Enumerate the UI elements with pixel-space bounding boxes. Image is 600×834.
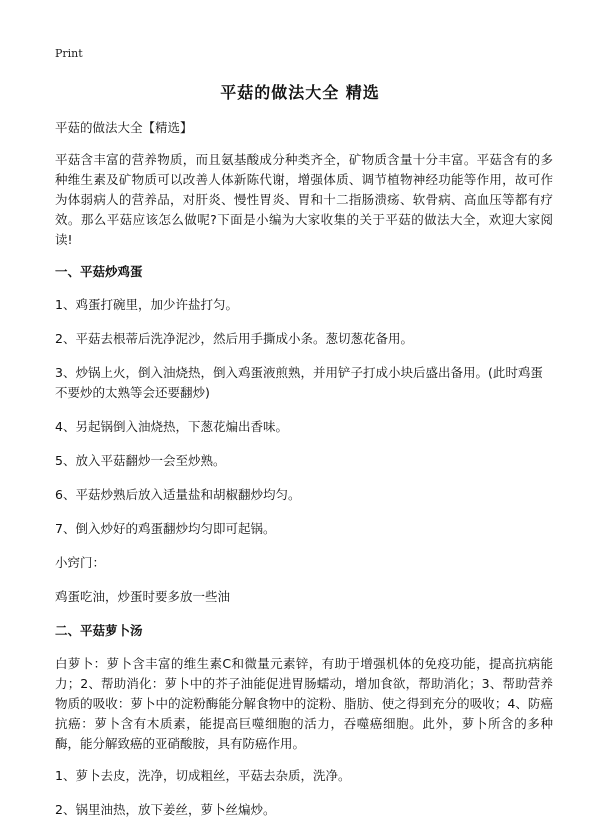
- step-item: 2、平菇去根蒂后洗净泥沙，然后用手撕成小条。葱切葱花备用。: [55, 331, 413, 346]
- step-item: 2、锅里油热，放下姜丝，萝卜丝煸炒。: [55, 802, 276, 817]
- step-item: 6、平菇炒熟后放入适量盐和胡椒翻炒均匀。: [55, 487, 301, 502]
- print-label: Print: [55, 47, 83, 60]
- section-heading: 一、平菇炒鸡蛋: [55, 264, 143, 279]
- tip-text: 鸡蛋吃油，炒蛋时要多放一些油: [55, 589, 231, 604]
- step-item: 1、鸡蛋打碗里，加少许盐打匀。: [55, 297, 238, 312]
- step-item: 3、炒锅上火，倒入油烧热，倒入鸡蛋液煎熟，并用铲子打成小块后盛出备用。(此时鸡蛋不要炒的太熟等会还要翻炒): [55, 365, 543, 400]
- step-item: 7、倒入炒好的鸡蛋翻炒均匀即可起锅。: [55, 521, 276, 536]
- tip-label: 小窍门：: [55, 555, 106, 570]
- step-item: 1、萝卜去皮，洗净，切成粗丝，平菇去杂质，洗净。: [55, 768, 351, 783]
- step-item: 4、另起锅倒入油烧热，下葱花煸出香味。: [55, 419, 288, 434]
- document-subtitle: 平菇的做法大全【精选】: [55, 120, 193, 135]
- section-paragraph: 白萝卜：萝卜含丰富的维生素C和微量元素锌，有助于增强机体的免疫功能，提高抗病能力；2、帮助消化：萝卜中的芥子油能促进胃肠蠕动，增加食欲，帮助消化；3、帮助营养物质的吸收：萝卜中的淀粉酶能分解食物中的淀粉、脂肪、使之得到充分的吸收；4、防癌抗癌：萝卜含有木质素，能提高巨噬细胞的活力，吞噬癌细胞。此外，萝卜所含的多种酶，能分解致癌的亚硝酸胺，具有防癌作用。: [55, 656, 553, 751]
- step-item: 5、放入平菇翻炒一会至炒熟。: [55, 453, 226, 468]
- intro-paragraph: 平菇含丰富的营养物质，而且氨基酸成分种类齐全，矿物质含量十分丰富。平菇含有的多种维生素及矿物质可以改善人体新陈代谢，增强体质、调节植物神经功能等作用，故可作为体弱病人的营养品，对肝炎、慢性胃炎、胃和十二指肠溃疡、软骨病、高血压等都有疗效。那么平菇应该怎么做呢?下面是小编为大家收集的关于平菇的做法大全，欢迎大家阅读!: [55, 152, 553, 247]
- section-heading: 二、平菇萝卜汤: [55, 623, 143, 638]
- document-title: 平菇的做法大全 精选: [220, 83, 380, 102]
- document-body: [55, 118, 553, 834]
